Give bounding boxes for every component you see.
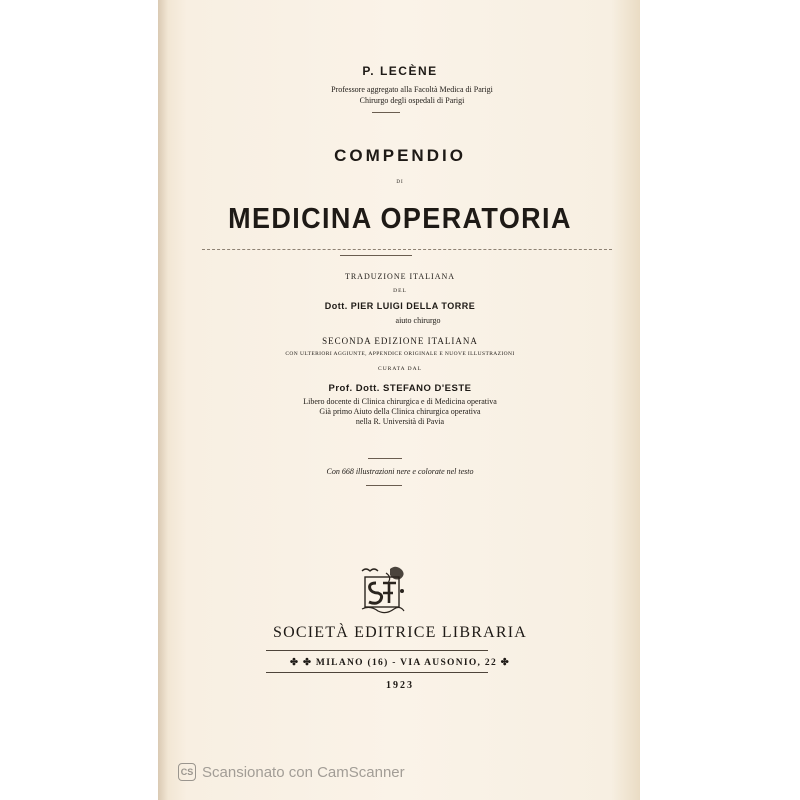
ornament-icon: ✤ ✤ bbox=[290, 658, 313, 668]
edition-note: CON ULTERIORI AGGIUNTE, APPENDICE ORIGINALE E NUOVE ILLUSTRAZIONI bbox=[285, 351, 515, 357]
short-rule bbox=[340, 255, 412, 256]
translator-name: Dott. PIER LUIGI DELLA TORRE bbox=[324, 301, 476, 311]
camscanner-icon: CS bbox=[178, 763, 196, 781]
editor-credential-1: Libero docente di Clinica chirurgica e di Medicina operativa bbox=[303, 397, 497, 406]
publisher-rule bbox=[266, 650, 488, 651]
translation-label: TRADUZIONE ITALIANA bbox=[344, 272, 456, 281]
publisher-emblem-icon bbox=[356, 565, 408, 617]
edition-label: SECONDA EDIZIONE ITALIANA bbox=[322, 336, 478, 346]
divider-rule bbox=[366, 485, 402, 486]
author-name: P. LECÈNE bbox=[362, 64, 438, 78]
editor-credential-2: Già primo Aiuto della Clinica chirurgica operativa bbox=[319, 407, 481, 416]
illustrations-note: Con 668 illustrazioni nere e colorate nel testo bbox=[326, 467, 474, 476]
author-affiliation-1: Professore aggregato alla Facoltà Medica di Parigi bbox=[331, 85, 493, 94]
title-connector: DI bbox=[396, 180, 404, 185]
publisher-rule bbox=[266, 672, 488, 673]
divider-rule bbox=[368, 458, 402, 459]
curated-label: CURATA DAL bbox=[378, 366, 422, 372]
title-line-2: MEDICINA OPERATORIA bbox=[228, 203, 572, 235]
editor-name: Prof. Dott. STEFANO D'ESTE bbox=[328, 383, 472, 394]
publisher-address: MILANO (16) - VIA AUSONIO, 22 bbox=[315, 658, 498, 668]
publisher-address-line bbox=[0, 657, 800, 668]
title-rule bbox=[202, 249, 612, 250]
ornament-icon: ✤ bbox=[500, 658, 510, 668]
watermark-text: Scansionato con CamScanner bbox=[202, 763, 405, 781]
camscanner-watermark bbox=[178, 762, 405, 782]
translation-connector: DEL bbox=[393, 288, 407, 294]
editor-credential-3: nella R. Università di Pavia bbox=[355, 417, 445, 426]
publication-year: 1923 bbox=[386, 680, 414, 691]
title-line-1: COMPENDIO bbox=[334, 146, 466, 165]
divider-rule bbox=[372, 112, 400, 113]
publisher-name: SOCIETÀ EDITRICE LIBRARIA bbox=[273, 624, 527, 641]
author-affiliation-2: Chirurgo degli ospedali di Parigi bbox=[359, 96, 465, 105]
translator-role: aiuto chirurgo bbox=[395, 316, 441, 325]
